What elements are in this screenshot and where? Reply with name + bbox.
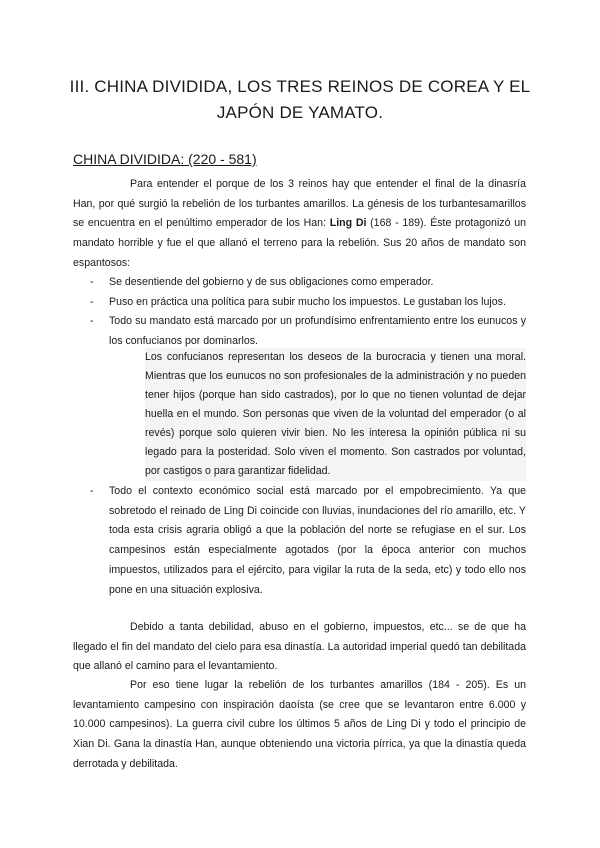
bullet-list-top (73, 273, 526, 352)
list-item (73, 312, 526, 351)
list-item-text: Todo su mandato está marcado por un profundísimo enfrentamiento entre los eunucos y los confucianos por dominarlos. (109, 315, 526, 348)
intro-bold-name: Ling Di (329, 217, 367, 230)
intro-paragraph (73, 175, 526, 274)
bullet-dash: - (90, 276, 94, 288)
list-item (73, 482, 526, 600)
bullet-dash: - (90, 295, 94, 308)
list-item-text: Se desentiende del gobierno y de sus obligaciones como emperador. (109, 276, 434, 288)
paragraph-2: Debido a tanta debilidad, abuso en el gobierno, impuestos, etc... se de que ha llegado el fin del mandato del cielo para esa dinastía. La autoridad imperial quedó tan debilitada que allanó el camino para el levantamiento. (73, 621, 526, 673)
quote-block: Los confucianos representan los deseos de la burocracia y tienen una moral. Mientras que los eunucos no son profesionales de la administración y no pueden tener hijos (porque han sido castrados), por lo que no tienen voluntad de dejar huella en el mundo. Son personas que viven de la voluntad del emperador (o al revés) porque solo quieren vivir bien. No les interesa la opinión pública ni su legado para la posteridad. Solo viven el momento. Son castrados por voluntad, por castigos o para garantizar fidelidad. (145, 348, 526, 481)
bullet-list-bottom (73, 482, 526, 600)
intro-text-2: (168 - 189). Éste protagonizó un mandato horrible y fue el que allanó el terreno para la rebelión. Sus 20 años de mandato son espantosos: (73, 217, 526, 269)
bullet-dash: - (90, 315, 94, 328)
paragraph-3: Por eso tiene lugar la rebelión de los turbantes amarillos (184 - 205). Es un levantamiento campesino con inspiración daoísta (se cree que se levantaron entre 6.000 y 10.000 campesinos). La guerra civil cubre los últimos 5 años de Ling Di y todo el principio de Xian Di. Gana la dinastía Han, aunque obteniendo una victoria pírrica, ya que la dinastía queda derrotada y debilitada. (73, 679, 526, 770)
list-item (73, 293, 526, 313)
bullet-dash: - (90, 485, 94, 497)
list-item-text: Puso en práctica una política para subir mucho los impuestos. Le gustaban los lujos. (109, 295, 506, 308)
list-item (73, 273, 526, 293)
title-line-2: JAPÓN DE YAMATO. (216, 103, 384, 122)
section-heading: CHINA DIVIDIDA: (220 - 581) (73, 151, 257, 167)
title-line-1: III. CHINA DIVIDIDA, LOS TRES REINOS DE COREA Y EL (69, 77, 531, 96)
intro-text-1: Para entender el porque de los 3 reinos hay que entender el final de la dinasría Han, por qué surgió la rebelión de los turbantes amarillos. La génesis de los turbantesamarillos se encuentra en el penúltimo emperador de los Han: (73, 178, 526, 230)
list-item-text: Todo el contexto económico social está marcado por el empobrecimiento. Ya que sobretodo el reinado de Ling Di coincide con lluvias, inundaciones del río amarillo, etc. Y toda esta crisis agraria obligó a que la población del norte se refugiase en el sur. Los campesinos están especialmente agotados (por la época anterior con muchos impuestos, utilizados para el ejército, para vigilar la ruta de la seda, etc) y todo ello nos pone en una situación explosiva. (109, 485, 526, 596)
